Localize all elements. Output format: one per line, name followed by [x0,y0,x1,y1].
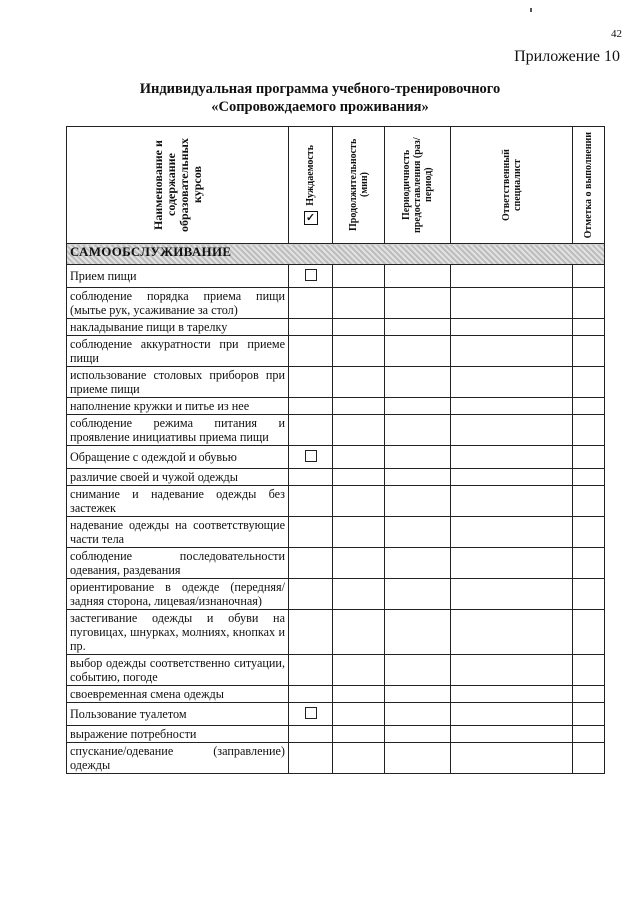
empty-cell [573,686,605,703]
empty-cell [333,415,385,446]
empty-cell [573,336,605,367]
empty-cell [385,743,451,774]
empty-cell [573,703,605,726]
section-row [67,244,605,265]
empty-cell [289,367,333,398]
empty-cell [333,265,385,288]
empty-cell [289,743,333,774]
table-row [67,288,605,319]
empty-cell [333,446,385,469]
group-row [67,265,605,288]
empty-cell [451,398,573,415]
item-label: соблюдение последовательности одевания, раздевания [67,548,289,579]
empty-cell [333,398,385,415]
empty-cell [333,743,385,774]
table-row [67,486,605,517]
empty-cell [573,288,605,319]
empty-cell [289,319,333,336]
item-label: выбор одежды соответственно ситуации, событию, погоде [67,655,289,686]
empty-cell [385,469,451,486]
empty-cell [573,655,605,686]
empty-cell [385,486,451,517]
empty-cell [451,288,573,319]
item-label: своевременная смена одежды [67,686,289,703]
empty-cell [333,486,385,517]
empty-cell [289,579,333,610]
title-line-1: Индивидуальная программа учебного-тренировочного [139,81,501,97]
empty-cell [333,703,385,726]
empty-cell [451,743,573,774]
empty-cell [385,726,451,743]
empty-cell [573,743,605,774]
group-label: Прием пищи [67,265,289,288]
title-line-2: «Сопровождаемого проживания» [211,99,429,115]
need-cell [289,703,333,726]
empty-cell [451,610,573,655]
empty-cell [333,655,385,686]
empty-cell [573,367,605,398]
empty-cell [451,726,573,743]
table-row [67,398,605,415]
empty-cell [333,726,385,743]
empty-cell [385,367,451,398]
empty-cell [451,265,573,288]
item-label: выражение потребности [67,726,289,743]
empty-cell [333,469,385,486]
empty-cell [289,610,333,655]
item-label: снимание и надевание одежды без застежек [67,486,289,517]
header-need: Нуждаемость ✓ [289,127,333,244]
table-row [67,415,605,446]
empty-cell [573,517,605,548]
empty-cell [333,579,385,610]
empty-cell [451,319,573,336]
empty-cell [573,486,605,517]
empty-cell [385,398,451,415]
document-title [0,80,640,116]
program-table [66,126,605,774]
empty-cell [289,486,333,517]
need-cell [289,446,333,469]
header-name: Наименование и содержание образовательных курсов [67,127,289,244]
empty-cell [573,415,605,446]
empty-cell [573,610,605,655]
empty-cell [289,469,333,486]
empty-cell [289,415,333,446]
empty-cell [573,398,605,415]
empty-cell [451,517,573,548]
empty-cell [333,319,385,336]
group-label: Обращение с одеждой и обувью [67,446,289,469]
empty-cell [289,517,333,548]
empty-cell [385,319,451,336]
empty-cell [385,610,451,655]
table-row [67,743,605,774]
item-label: накладывание пищи в тарелку [67,319,289,336]
item-label: соблюдение порядка приема пищи (мытье рук, усаживание за стол) [67,288,289,319]
item-label: различие своей и чужой одежды [67,469,289,486]
empty-cell [333,336,385,367]
table-row [67,469,605,486]
section-label: САМООБСЛУЖИВАНИЕ [70,244,232,259]
empty-cell [573,579,605,610]
table-header-row [67,127,605,244]
empty-cell [385,686,451,703]
header-duration: Продолжительность (мин) [333,127,385,244]
empty-cell [333,288,385,319]
empty-cell [333,548,385,579]
empty-cell [451,579,573,610]
table-row [67,726,605,743]
table-row [67,367,605,398]
empty-cell [573,469,605,486]
header-specialist: Ответственный специалист [451,127,573,244]
empty-cell [289,548,333,579]
item-label: соблюдение аккуратности при приеме пищи [67,336,289,367]
empty-cell [451,415,573,446]
page-number: 42 [611,28,622,40]
scan-speck [530,8,532,12]
empty-cell [333,367,385,398]
empty-cell [385,288,451,319]
checkmark-box-icon: ✓ [304,211,318,225]
empty-cell [289,336,333,367]
header-completion: Отметка о выполнении [573,127,605,244]
empty-cell [573,548,605,579]
table-row [67,548,605,579]
group-row [67,446,605,469]
table-row [67,655,605,686]
need-checkbox[interactable] [305,450,317,462]
group-row [67,703,605,726]
empty-cell [451,446,573,469]
empty-cell [289,655,333,686]
empty-cell [333,610,385,655]
empty-cell [385,265,451,288]
table-row [67,579,605,610]
empty-cell [451,336,573,367]
item-label: застегивание одежды и обуви на пуговицах, шнурках, молниях, кнопках и пр. [67,610,289,655]
empty-cell [385,517,451,548]
empty-cell [385,336,451,367]
empty-cell [385,446,451,469]
empty-cell [451,486,573,517]
table-row [67,517,605,548]
empty-cell [385,415,451,446]
empty-cell [333,517,385,548]
empty-cell [451,686,573,703]
need-checkbox[interactable] [305,269,317,281]
item-label: соблюдение режима питания и проявление инициативы приема пищи [67,415,289,446]
table-row [67,686,605,703]
empty-cell [451,703,573,726]
empty-cell [385,703,451,726]
header-frequency: Периодичность предоставления (раз/период) [385,127,451,244]
item-label: спускание/одевание (заправление) одежды [67,743,289,774]
empty-cell [451,548,573,579]
empty-cell [289,288,333,319]
empty-cell [289,398,333,415]
appendix-label: Приложение 10 [514,48,620,65]
need-cell [289,265,333,288]
empty-cell [573,319,605,336]
empty-cell [289,686,333,703]
item-label: наполнение кружки и питье из нее [67,398,289,415]
empty-cell [451,655,573,686]
empty-cell [333,686,385,703]
empty-cell [385,579,451,610]
item-label: надевание одежды на соответствующие части тела [67,517,289,548]
table-row [67,319,605,336]
empty-cell [451,367,573,398]
empty-cell [573,726,605,743]
item-label: ориентирование в одежде (передняя/задняя сторона, лицевая/изнаночная) [67,579,289,610]
empty-cell [289,726,333,743]
empty-cell [385,548,451,579]
empty-cell [451,469,573,486]
empty-cell [573,265,605,288]
group-label: Пользование туалетом [67,703,289,726]
need-checkbox[interactable] [305,707,317,719]
empty-cell [573,446,605,469]
item-label: использование столовых приборов при приеме пищи [67,367,289,398]
empty-cell [385,655,451,686]
table-row [67,336,605,367]
table-row [67,610,605,655]
